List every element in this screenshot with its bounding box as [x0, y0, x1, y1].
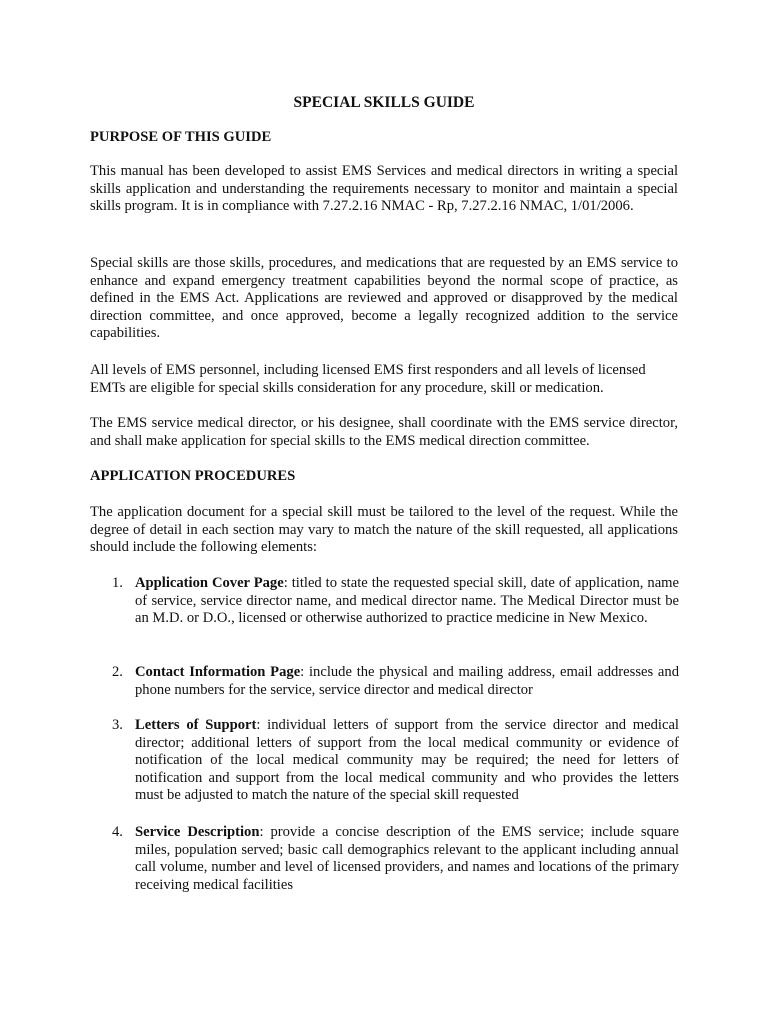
list-item-number: 2. — [112, 664, 123, 680]
section-heading-purpose: PURPOSE OF THIS GUIDE — [90, 129, 272, 145]
list-item-number: 3. — [112, 717, 123, 733]
list-item-term: Letters of Support — [135, 717, 257, 733]
list-item-body — [135, 575, 679, 628]
list-item-term: Contact Information Page — [135, 664, 301, 680]
paragraph-purpose-1: This manual has been developed to assist EMS Services and medical directors in writing a special skills application and understanding the requirements necessary to monitor and maintain a special skills program. It is in compliance with 7.27.2.16 NMAC - Rp, 7.27.2.16 NMAC, 1/01/2006. — [90, 163, 678, 215]
list-item-term: Service Description — [135, 824, 260, 840]
list-item-text: : titled to state the requested special skill, date of application, name of service, service director name, and medical director name. The Medical Director must be an M.D. or D.O., licensed or otherwise authorized to practice medicine in New Mexico. — [135, 575, 679, 627]
list-item-number: 4. — [112, 824, 123, 840]
list-item-text: : include the physical and mailing address, email addresses and phone numbers for the service, service director and medical director — [135, 664, 679, 698]
list-item-text: : individual letters of support from the service director and medical director; additional letters of support from the local medical community or evidence of notification of the local medical community may be required; the need for letters of notification and support from the local medical community and who provides the letters must be adjusted to match the nature of the special skill requested — [135, 717, 679, 804]
section-heading-application: APPLICATION PROCEDURES — [90, 468, 296, 484]
paragraph-application-intro: The application document for a special skill must be tailored to the level of the request. While the degree of detail in each section may vary to match the nature of the skill requested, all applications should include the following elements: — [90, 504, 678, 556]
list-item-body — [135, 824, 679, 894]
document-title: SPECIAL SKILLS GUIDE — [293, 94, 475, 111]
paragraph-purpose-2: Special skills are those skills, procedures, and medications that are requested by an EMS service to enhance and expand emergency treatment capabilities beyond the normal scope of practice, as defined in the EMS Act. Applications are reviewed and approved or disapproved by the medical direction committee, and once approved, become a legally recognized addition to the service capabilities. — [90, 255, 678, 342]
list-item-body — [135, 717, 679, 805]
list-item-number: 1. — [112, 575, 123, 591]
paragraph-purpose-4: The EMS service medical director, or his designee, shall coordinate with the EMS service director, and shall make application for special skills to the EMS medical direction committee. — [90, 415, 678, 449]
list-item-body — [135, 664, 679, 699]
paragraph-purpose-3: All levels of EMS personnel, including licensed EMS first responders and all levels of licensed EMTs are eligible for special skills consideration for any procedure, skill or medication. — [90, 362, 646, 396]
list-item-text: : provide a concise description of the EMS service; include square miles, population served; basic call demographics relevant to the applicant including annual call volume, number and level of licensed providers, and names and locations of the primary receiving medical facilities — [135, 824, 679, 893]
list-item-term: Application Cover Page — [135, 575, 284, 591]
